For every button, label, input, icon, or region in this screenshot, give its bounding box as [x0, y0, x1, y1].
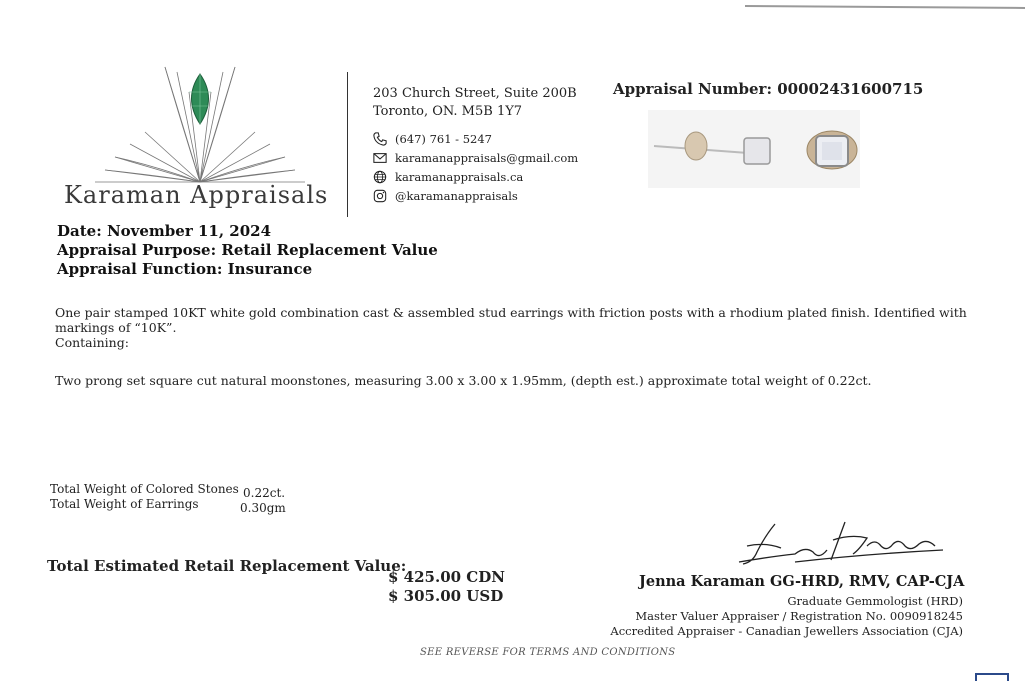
terms-note: SEE REVERSE FOR TERMS AND CONDITIONS — [420, 647, 676, 658]
handwritten-signature — [735, 516, 945, 572]
appraiser-title-3: Accredited Appraiser - Canadian Jewellers Association (CJA) — [610, 624, 963, 638]
phone-text: (647) 761 - 5247 — [395, 132, 492, 146]
earrings-photo — [648, 110, 860, 188]
brand-name: Karaman Appraisals — [64, 181, 329, 209]
colored-stones-weight-label: Total Weight of Colored Stones — [50, 482, 239, 496]
website-row — [373, 170, 523, 184]
description-line-1: One pair stamped 10KT white gold combination cast & assembled stud earrings with friction posts with a rhodium plated finish. Identified with — [55, 305, 967, 320]
value-usd: $ 305.00 USD — [388, 587, 504, 605]
colored-stones-weight-value: 0.22ct. — [243, 486, 286, 500]
appraiser-name: Jenna Karaman GG-HRD, RMV, CAP-CJA — [639, 573, 965, 590]
appraisal-date: Date: November 11, 2024 — [57, 222, 272, 240]
appraisal-number: Appraisal Number: 00002431600715 — [613, 80, 924, 98]
address-line-2: Toronto, ON. M5B 1Y7 — [373, 104, 523, 119]
globe-icon — [373, 170, 387, 184]
email-row — [373, 151, 578, 165]
appraiser-title-1: Graduate Gemmologist (HRD) — [787, 594, 963, 608]
email-icon — [373, 151, 387, 165]
instagram-text: @karamanappraisals — [395, 189, 518, 203]
appraisal-purpose: Appraisal Purpose: Retail Replacement Value — [57, 241, 438, 259]
phone-row — [373, 132, 492, 146]
appraiser-title-2: Master Valuer Appraiser / Registration No. 0090918245 — [635, 609, 963, 623]
appraisal-function: Appraisal Function: Insurance — [57, 260, 313, 278]
stones-description: Two prong set square cut natural moonstones, measuring 3.00 x 3.00 x 1.95mm, (depth est.) approximate total weight of 0.22ct. — [55, 373, 872, 388]
value-cdn: $ 425.00 CDN — [388, 568, 505, 586]
value-label: Total Estimated Retail Replacement Value: — [47, 557, 407, 575]
earrings-weight-value: 0.30gm — [240, 501, 286, 515]
header-divider — [347, 72, 348, 217]
email-text: karamanappraisals@gmail.com — [395, 151, 579, 165]
earrings-weight-label: Total Weight of Earrings — [50, 497, 199, 511]
address-line-1: 203 Church Street, Suite 200B — [373, 86, 577, 101]
description-line-3: Containing: — [55, 335, 129, 350]
website-text: karamanappraisals.ca — [395, 170, 524, 184]
marquise-gem-logo — [85, 62, 315, 197]
phone-icon — [373, 132, 387, 146]
corner-bracket-mark — [975, 673, 1009, 681]
instagram-row — [373, 189, 518, 203]
description-line-2: markings of “10K”. — [55, 320, 177, 335]
instagram-icon — [373, 189, 387, 203]
scan-edge-line — [745, 5, 1025, 9]
